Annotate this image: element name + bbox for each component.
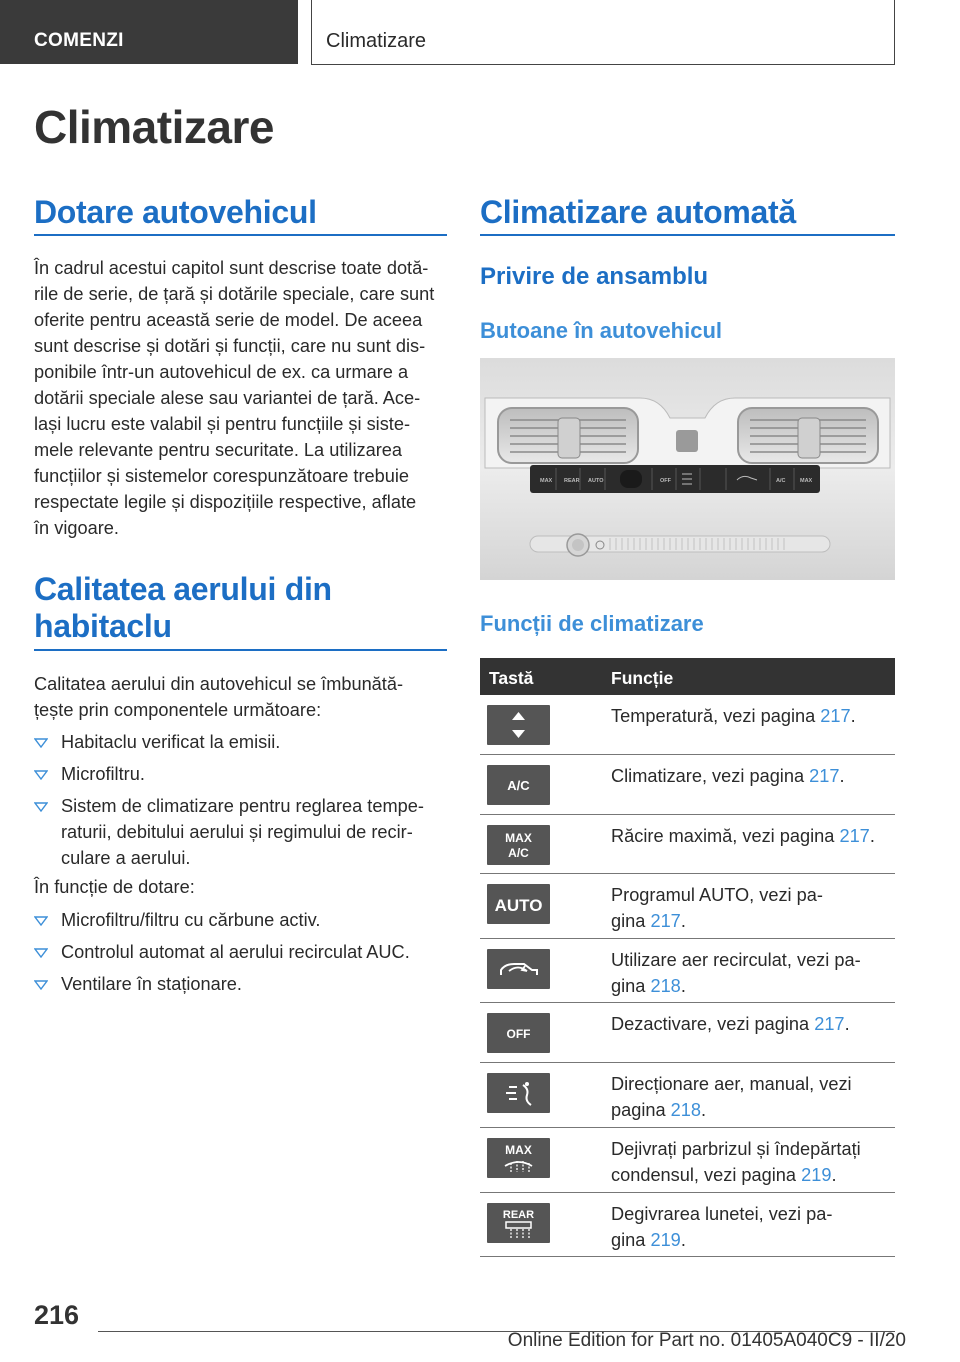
text-line: Sistem de climatizare pentru reglarea tempe- <box>61 796 424 816</box>
header-chapter-tab <box>311 0 895 65</box>
table-row <box>480 1003 895 1063</box>
text-line: mele relevante pentru securitate. La utilizarea <box>34 440 402 460</box>
text-line: rile de serie, de țară și dotările speciale, care sunt <box>34 284 435 304</box>
bullet-text: Microfiltru/filtru cu cărbune activ. <box>61 910 321 930</box>
bullet-text: Habitaclu verificat la emisii. <box>61 732 281 752</box>
heading-rule <box>34 649 447 651</box>
text-line: În cadrul acestui capitol sunt descrise toate dotă- <box>34 258 429 278</box>
text-line: Calitatea aerului din autovehicul se îmbunătă- <box>34 674 404 694</box>
heading-buttons: Butoane în autovehicul <box>480 318 723 343</box>
text-line: sunt descrise și dotări și funcții, care nu sunt dis- <box>34 336 426 356</box>
photo-key-label: A/C <box>776 478 786 484</box>
text-line: dotării speciale alese sau variantei de țară. Ace- <box>34 388 421 408</box>
svg-text:MAX: MAX <box>505 831 532 845</box>
page-title: Climatizare <box>34 101 274 153</box>
row-description: Programul AUTO, vezi pa- gina 217. <box>611 885 823 931</box>
rear-defrost-icon <box>487 1203 550 1243</box>
triangle-bullet-icon <box>34 802 48 812</box>
heading-line: habitaclu <box>34 608 172 644</box>
table-header <box>480 658 895 695</box>
row-description: Direcționare aer, manual, vezi pagina 218. <box>611 1074 852 1120</box>
triangle-bullet-icon <box>34 770 48 780</box>
svg-text:OFF: OFF <box>506 1027 531 1041</box>
row-description: Dezactivare, vezi pagina 217. <box>611 1014 850 1034</box>
temperature-arrows-icon <box>487 705 550 745</box>
page-link[interactable]: 217 <box>809 766 840 786</box>
svg-text:AUTO: AUTO <box>494 896 543 915</box>
page-link[interactable]: 217 <box>820 706 851 726</box>
page-link[interactable]: 217 <box>650 911 681 931</box>
photo-key-label: OFF <box>660 478 671 484</box>
triangle-bullet-icon <box>34 948 48 958</box>
row-description: Dejivrați parbrizul și îndepărtați condensul, vezi pagina 219. <box>611 1139 861 1185</box>
text-line: respectate legile și dispozițiile respective, aflate <box>34 492 417 512</box>
dotare-paragraph <box>34 255 454 541</box>
table-row <box>480 1063 895 1128</box>
row-description: Degivrarea lunetei, vezi pa- gina 219. <box>611 1204 833 1250</box>
page-link[interactable]: 217 <box>839 826 870 846</box>
bullet-text: Microfiltru. <box>61 764 145 784</box>
dashboard-photo <box>480 358 895 580</box>
table-row <box>480 939 895 1003</box>
text-line: lași lucru este valabil și pentru funcțiile și siste- <box>34 414 411 434</box>
table-row <box>480 874 895 939</box>
heading-line: Calitatea aerului din <box>34 571 332 607</box>
table-row <box>480 815 895 874</box>
table-row <box>480 1128 895 1193</box>
page-link[interactable]: 218 <box>670 1100 702 1120</box>
photo-key-label: MAX <box>800 478 813 484</box>
heading-rule <box>480 234 895 236</box>
heading-rule <box>34 234 447 236</box>
max-defrost-icon <box>487 1138 550 1178</box>
heading-overview: Privire de ansamblu <box>480 263 709 290</box>
row-description: Utilizare aer recirculat, vezi pa- gina 218. <box>611 950 861 996</box>
table-row <box>480 1193 895 1257</box>
page-link[interactable]: 217 <box>814 1014 845 1034</box>
calitate-paragraph <box>34 671 454 723</box>
text-line: culare a aerului. <box>61 848 191 868</box>
text-line: ponibile într-un autovehicul de ex. ca urmare a <box>34 362 409 382</box>
header-section-label: COMENZI <box>34 30 124 51</box>
heading-dotare: Dotare autovehicul <box>34 194 317 230</box>
row-description: Răcire maximă, vezi pagina 217. <box>611 826 875 846</box>
triangle-bullet-icon <box>34 980 48 990</box>
bullet-text: Ventilare în staționare. <box>61 974 242 994</box>
text-line: în vigoare. <box>34 518 119 538</box>
text-line: oferite pentru această serie de model. De aceea <box>34 310 423 330</box>
photo-key-label: AUTO <box>588 478 604 484</box>
page-number: 216 <box>34 1300 80 1330</box>
header-section-tab <box>0 0 298 64</box>
footer-edition: Online Edition for Part no. 01405A040C9 - II/20 <box>507 1330 906 1351</box>
bullet-text <box>61 793 454 871</box>
max-ac-key-icon <box>487 825 550 865</box>
bullet-text: Controlul automat al aerului recirculat AUC. <box>61 942 410 962</box>
air-distribution-icon <box>487 1073 550 1113</box>
photo-key-label: REAR <box>564 478 580 484</box>
page-link[interactable]: 219 <box>650 1230 681 1250</box>
text-line: țește prin componentele următoare: <box>34 700 322 720</box>
table-row <box>480 755 895 815</box>
row-description: Climatizare, vezi pagina 217. <box>611 766 845 786</box>
text-line: funcțiilor și sistemelor corespunzătoare trebuie <box>34 466 410 486</box>
svg-text:MAX: MAX <box>505 1143 532 1157</box>
page-link[interactable]: 219 <box>801 1165 832 1185</box>
svg-text:A/C: A/C <box>508 846 529 860</box>
text-line: raturii, debitului aerului și regimului de recir- <box>61 822 413 842</box>
optional-label: În funcție de dotare: <box>34 877 195 897</box>
heading-functions: Funcții de climatizare <box>480 611 704 636</box>
table-row <box>480 695 895 755</box>
svg-text:REAR: REAR <box>502 1209 535 1221</box>
recirculation-icon <box>487 949 550 989</box>
auto-key-icon <box>487 884 550 924</box>
column-header-key: Tastă <box>489 668 534 688</box>
svg-text:A/C: A/C <box>507 778 530 793</box>
off-key-icon <box>487 1013 550 1053</box>
heading-climatizare-automata: Climatizare automată <box>480 194 796 230</box>
functions-table <box>480 658 895 1257</box>
row-description: Temperatură, vezi pagina 217. <box>611 706 856 726</box>
ac-key-icon <box>487 765 550 805</box>
photo-key-label: MAX <box>540 478 553 484</box>
header-chapter-label: Climatizare <box>326 30 427 52</box>
page-link[interactable]: 218 <box>650 976 681 996</box>
column-header-function: Funcție <box>611 668 674 688</box>
triangle-bullet-icon <box>34 916 48 926</box>
triangle-bullet-icon <box>34 738 48 748</box>
heading-calitate <box>34 571 332 645</box>
